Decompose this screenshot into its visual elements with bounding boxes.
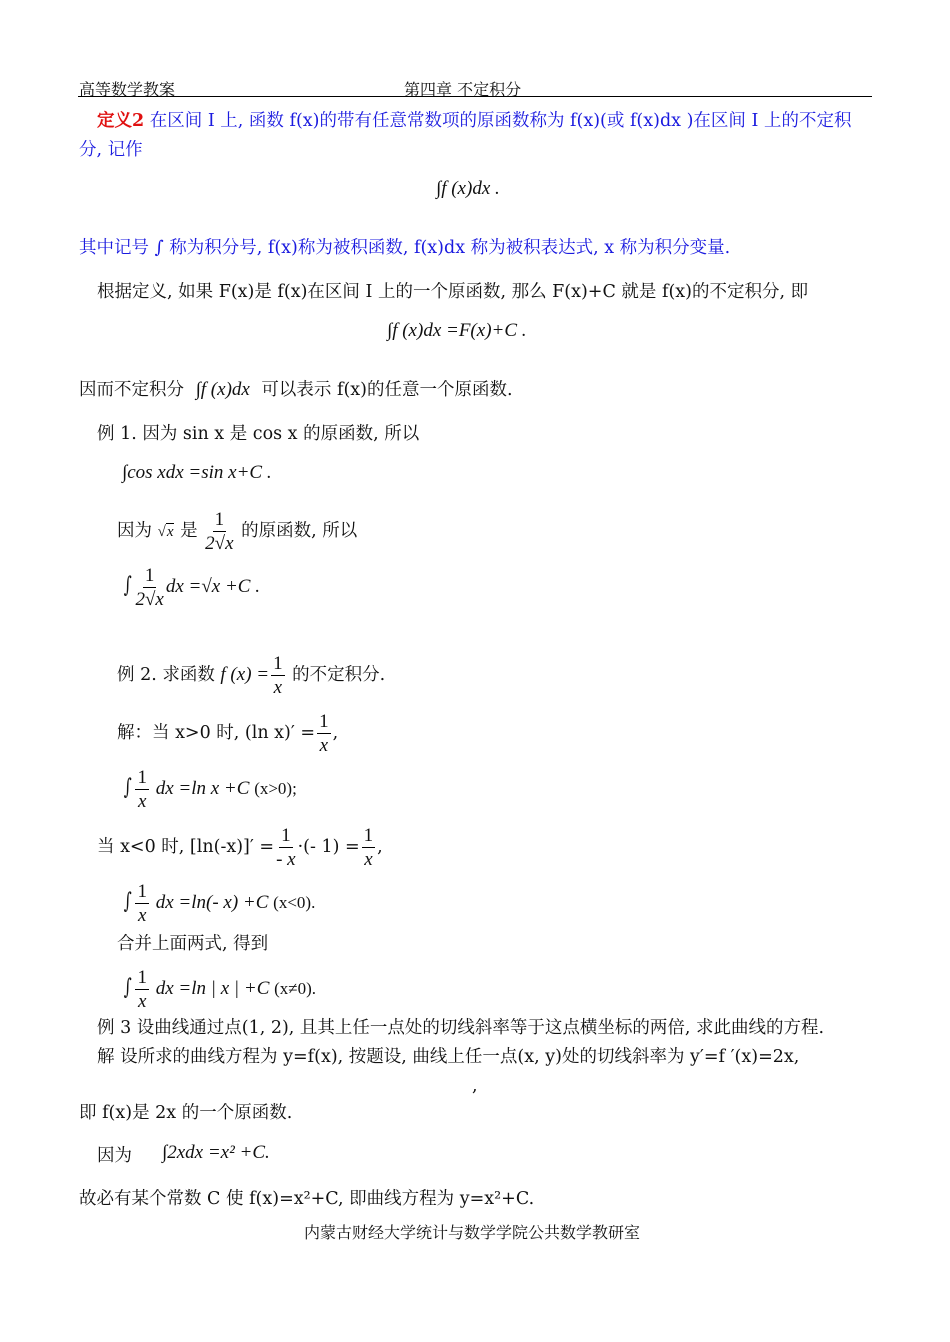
example3-conclusion: 故必有某个常数 C 使 f(x)=x²+C, 即曲线方程为 y=x²+C. (79, 1189, 535, 1209)
example2-sol-pre: 解：当 x>0 时, (ln x)′ = (117, 723, 316, 743)
example1-line2: 因为 √x 是 $\frac{1}{2√x}$ 的原函数, 所以 (117, 509, 358, 554)
example2-f2-den: x (138, 905, 147, 926)
header-left: 高等数学教案 (79, 80, 176, 99)
example2-f1-den: x (138, 791, 147, 812)
example2-f2-num: 1 (137, 881, 147, 902)
example1-formula2: ∫ $\frac{1}{2√x}$ dx =√x +C . (123, 565, 260, 610)
example2-combine: 合并上面两式, 得到 (117, 934, 269, 954)
example1-fraction (205, 510, 233, 553)
example2-sol-post: , (332, 723, 339, 743)
notation-text: 其中记号 ∫ 称为积分号, f(x)称为被积函数, f(x)dx 称为被积表达式, x 称为积分变量. (79, 238, 731, 258)
example2-neg-pre: 当 x<0 时, [ln(-x)]′ = (97, 837, 275, 857)
footer-text: 内蒙古财经大学统计与数学学院公共数学教研室 (304, 1223, 641, 1242)
definition-formula: ∫f (x)dx . (436, 178, 500, 199)
example2-neg-den1: - x (276, 849, 296, 870)
example2-sol-den: x (319, 735, 329, 756)
example2-neg-den2: x (364, 849, 373, 870)
example2-frac-den: x (273, 677, 283, 698)
example2-f2-rest: dx =ln(- x) +C (155, 891, 269, 913)
example2-frac (271, 654, 285, 697)
example2-formula2: ∫ $\frac{1}{x}$ dx =ln(- x) +C (x<0). (123, 881, 316, 926)
example2-neg-num1: 1 (281, 825, 291, 846)
example2-formula3: ∫ $\frac{1}{x}$ dx =ln | x | +C (x≠0). (123, 967, 317, 1012)
example1-formula2-rest: dx =√x +C . (165, 575, 260, 597)
by-definition-text: 根据定义, 如果 F(x)是 f(x)在区间 I 上的一个原函数, 那么 F(x)+C 就是 f(x)的不定积分, 即 (97, 282, 809, 302)
example3-line3: 即 f(x)是 2x 的一个原函数. (79, 1103, 293, 1123)
thus-line (79, 378, 513, 402)
example1-frac-den: 2√x (205, 533, 234, 554)
main-formula: ∫f (x)dx =F(x)+C . (387, 320, 527, 341)
example1-line1: 例 1. 因为 sin x 是 cos x 的原函数, 所以 (97, 424, 420, 444)
thus-post: 可以表示 f(x)的任意一个原函数. (261, 380, 513, 400)
example2-f1-num: 1 (137, 767, 147, 788)
example1-sqrt-x: x (166, 524, 174, 540)
example2-f1-rest: dx =ln x +C (155, 777, 250, 799)
example2-sol-frac (317, 712, 331, 755)
example1-formula1: ∫cos xdx =sin x+C . (122, 462, 272, 483)
example2-frac-num: 1 (273, 653, 283, 674)
example2-formula1: ∫ $\frac{1}{x}$ dx =ln x +C (x>0); (123, 767, 297, 812)
example3-because: 因为 (97, 1146, 132, 1166)
example2-neg-mid: ·(- 1) = (297, 837, 360, 857)
example3-comma: , (472, 1076, 478, 1096)
example2-f3-rest: dx =ln | x | +C (155, 977, 270, 999)
example2-solution-line (117, 712, 338, 755)
example2-fx: f (x) = (220, 664, 270, 685)
header-center: 第四章 不定积分 (404, 80, 522, 99)
example3-formula: ∫2xdx =x² +C. (162, 1142, 270, 1163)
example2-pre: 例 2. 求函数 (117, 665, 215, 685)
example3-line1: 例 3 设曲线通过点(1, 2), 且其上任一点处的切线斜率等于这点横坐标的两倍, 求此曲线的方程. (97, 1018, 825, 1038)
example2-neg-num2: 1 (363, 825, 374, 846)
thus-pre: 因而不定积分 (79, 380, 184, 400)
thus-formula: ∫f (x)dx (195, 379, 250, 400)
example1-line2-post: 的原函数, 所以 (241, 521, 358, 541)
example2-negative-line (97, 826, 383, 869)
example3-line2: 解 设所求的曲线方程为 y=f(x), 按题设, 曲线上任一点(x, y)处的切线斜率为 y′=f ′(x)=2x, (97, 1047, 800, 1067)
header-rule (78, 96, 872, 97)
example2-line1 (117, 654, 385, 697)
definition-label: 定义2 (97, 111, 145, 131)
example2-post: 的不定积分. (292, 665, 386, 685)
example2-f1-cond: (x>0); (254, 778, 297, 798)
definition-line1 (97, 109, 851, 133)
example2-f3-cond: (x≠0). (274, 978, 317, 998)
example1-formula2-num: 1 (144, 565, 155, 586)
example1-line2-mid: 是 (180, 521, 198, 541)
example1-formula2-den: 2√x (135, 589, 164, 610)
example1-formula2-frac (135, 566, 163, 609)
example2-f2-cond: (x<0). (273, 892, 316, 912)
definition-text1: 在区间 I 上, 函数 f(x)的带有任意常数项的原函数称为 f(x)(或 f(x)dx )在区间 I 上的不定积 (149, 111, 852, 131)
example2-sol-num: 1 (319, 711, 329, 732)
example2-f3-num: 1 (137, 967, 147, 988)
example1-frac-num: 1 (214, 509, 225, 530)
example2-f3-den: x (138, 991, 147, 1012)
definition-line2: 分, 记作 (79, 140, 143, 160)
example1-line2-pre: 因为 (117, 521, 152, 541)
example2-neg-post: , (377, 837, 383, 857)
